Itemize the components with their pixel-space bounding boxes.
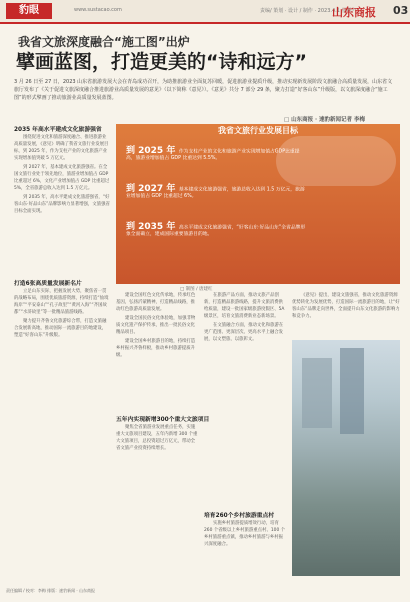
byline: □ 山东商报 · 速豹新闻记者 李梅 — [284, 117, 365, 123]
masthead-logo: 豹眼 — [6, 3, 52, 19]
col1-body — [14, 134, 110, 268]
masthead-site: www.sustacao.com — [74, 7, 122, 13]
col5-body — [292, 292, 400, 336]
col4-para: 实施乡村旅游提质增效行动，培育 260 个省级以上乡村旅游重点村、100 个乡村旅游重点镇，推动乡村旅游与乡村振兴深度融合。 — [204, 521, 286, 547]
col2-heading: 打造6张高质量发展新名片 — [14, 281, 82, 287]
col3-heading: 五年内实现新增300个重大文旅项目 — [116, 417, 210, 423]
goal-2035-text: 高水平建成文化旅游强省，“好客山东·好品山东”全省品牌形象全面确立，建成国际重要旅游目的地。 — [126, 225, 306, 237]
col3-para: 建设全国乡村旅游目的地，持续打造乡村振兴齐鲁样板，推动乡村旅游提质升级。 — [116, 339, 196, 358]
masthead-bar — [0, 0, 410, 24]
col1-para: 到 2027 年，基本建成文化旅游强省。在全国文旅行业处于领先地位，旅游业增加值占 GDP 比重超过 6%，文化产业增加值占 GDP 比重超过 5%，全省旅游总收入达到 1.5 万亿元。 — [14, 165, 110, 191]
goal-2025-year: 到 2025 年 — [126, 146, 176, 156]
goal-2035-year: 到 2035 年 — [126, 222, 176, 232]
col5-para: 《意见》提出，建设文旅强省，推动文化旅游资源优势转化为发展优势，打造国际一流旅游目的地，让“好客山东”品牌走向世界，全面提升山东文化旅游的影响力和竞争力。 — [292, 293, 400, 319]
col4-body-2 — [204, 520, 286, 580]
cityscape-photo — [292, 340, 400, 576]
masthead-section: 山东商报 — [332, 6, 376, 19]
goal-2025-text: 作为支柱产业的文化和旅游产业实现增加值占GDP比重提高，旅游业增加值占 GDP 比重达到 5.5%。 — [126, 149, 300, 161]
col4-body — [204, 292, 286, 506]
col2-body — [14, 288, 110, 580]
col4-para: 在旅游产品方面，推动文旅产品创新，打造精品旅游线路，提升文旅消费供给质量，建设一批国家级旅游度假区、5A 级景区，培育文旅消费新业态新场景。 — [204, 293, 285, 319]
infographic-title: 我省文旅行业发展目标 — [218, 126, 298, 135]
col3-body — [116, 292, 198, 402]
col1-para: 围绕促进文化和旅游深度融合、推进旅游业高质量发展，《意见》明确了我省文旅行业发展目标，到 2025 年，作为支柱产业的文化旅游产业实现增加值突破 5 万亿元。 — [14, 135, 109, 161]
infographic — [116, 124, 400, 284]
headline: 擘画蓝图，打造更美的“诗和远方” — [16, 51, 307, 73]
col1-heading: 2035 年高水平建成文化旅游强省 — [14, 127, 102, 133]
goal-2035 — [126, 224, 306, 238]
kicker: 我省文旅深度融合“施工图”出炉 — [18, 35, 190, 49]
infographic-credit: □ 制图 / 唐建红 — [180, 287, 213, 292]
col4-heading: 培育260个乡村旅游重点村 — [204, 513, 275, 519]
col2-para: 立足山东实际，把握发展大势，聚焦省一贯的战略布局，围绕优质旅游资源，持续打造“仙境海岸”“平安泰山”“孔子故里”“黄河入海”“齐国故都”“水浒故里”等一批精品旅游线路。 — [14, 289, 109, 315]
col2-para: 聚力提升齐鲁文化旅游综合带，打造文旅融合发展新高地，推动国际一流旅游目的地建设，塑造“好客山东”升级版。 — [14, 319, 107, 338]
lead-paragraph: 3 月 26 日至 27 日，2023 山东省旅游发展大会在青岛成功召开，为助推旅游业全面复苏回暖，促进旅游业提质升级，推动实现新发展阶段文旅融合高质量发展，山东省文旅厅发布了《关于促进文旅深度融合推进旅游业高质量发展的意见》（以下简称《意见》）。《意见》共分 7 部分 29 条，聚力打造“好客山东”升级版，以文旅深度融合“施工图”的形式擘画了推动旅游业高质量发展蓝图。 — [14, 79, 393, 101]
col3-para: 建设全国民俗文化体验地，加强非物质文化遗产保护传承，推出一批民俗文化精品项目。 — [116, 316, 196, 335]
goal-2027-text: 基本建成文化旅游强省，旅游总收入达到 1.5 万亿元，旅游业增加值占 GDP 比重超过 6%。 — [126, 187, 305, 199]
goal-2027 — [126, 186, 306, 200]
footer-credit: 责任编辑 / 校对：李梅 排版：速豹新闻 · 山东商报 — [6, 588, 95, 593]
masthead-meta: 责编/ 策划 · 设计 / 制作 · 2023.4.1 星期六 — [260, 8, 357, 14]
col3-body-2 — [116, 424, 198, 580]
goal-2025 — [126, 148, 306, 162]
goal-2027-year: 到 2027 年 — [126, 184, 176, 194]
page-number: 03 — [393, 4, 409, 17]
col4-para: 在文旅融合方面，推动文化和旅游在更广范围、更深层次、更高水平上融合发展，以文塑旅、以旅彰文。 — [204, 323, 284, 342]
col3-para: 聚焦全省旅游业发展重点任务，实施重大文旅项目建设，五年内新增 300 个重大文旅项目，总投资超过万亿元，带动全省文旅产业投资持续增长。 — [116, 425, 198, 451]
col1-para: 到 2035 年，高水平建成文化旅游强省，“好客山东·好品山东”品牌影响力显著增强，文旅强省目标全面实现。 — [14, 195, 110, 214]
col3-para: 建设全国红色文化传承地，传承红色基因，弘扬沂蒙精神，打造精品线路，推动红色旅游高质量发展。 — [116, 293, 196, 312]
